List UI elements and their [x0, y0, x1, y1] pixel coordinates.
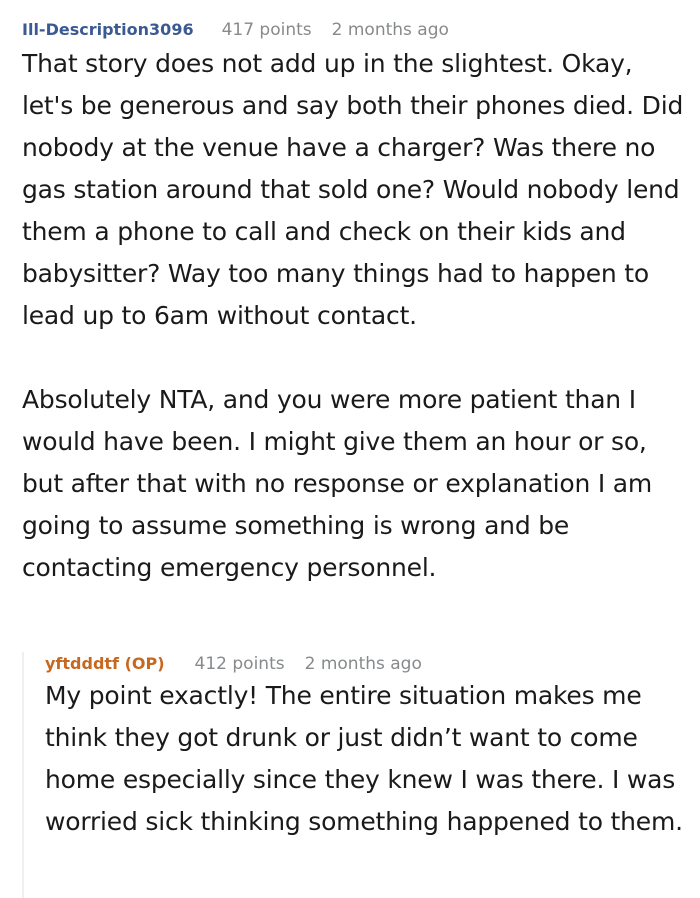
- comment-points: 417 points: [221, 20, 312, 40]
- comment-paragraph: Absolutely NTA, and you were more patient than I would have been. I might give them an hour or so, but after that with no response or explanation I am going to assume something is wrong and be contacting emergency personnel.: [22, 385, 653, 582]
- comment-timestamp[interactable]: 2 months ago: [331, 20, 449, 40]
- comment-header: [22, 0, 686, 41]
- comment-author-link[interactable]: Ill-Description3096: [22, 20, 194, 39]
- comment-paragraph: My point exactly! The entire situation makes me think they got drunk or just didn’t want to come home especially since they knew I was there. I was worried sick thinking something happened to them.: [45, 681, 683, 836]
- comment-body: [45, 675, 692, 843]
- comment-author-link-op[interactable]: yftdddtf (OP): [45, 654, 165, 673]
- comment-timestamp[interactable]: 2 months ago: [304, 654, 422, 674]
- comment-paragraph: That story does not add up in the slightest. Okay, let's be generous and say both their phones died. Did nobody at the venue have a charger? Was there no gas station around that sold one? Would nobody lend them a phone to call and check on their kids and babysitter? Way too many things had to happen to lead up to 6am without contact.: [22, 49, 684, 330]
- comment-reply: [22, 652, 700, 898]
- comment-header: [45, 652, 692, 675]
- comment-points: 412 points: [194, 654, 285, 674]
- comment-body: [22, 43, 686, 589]
